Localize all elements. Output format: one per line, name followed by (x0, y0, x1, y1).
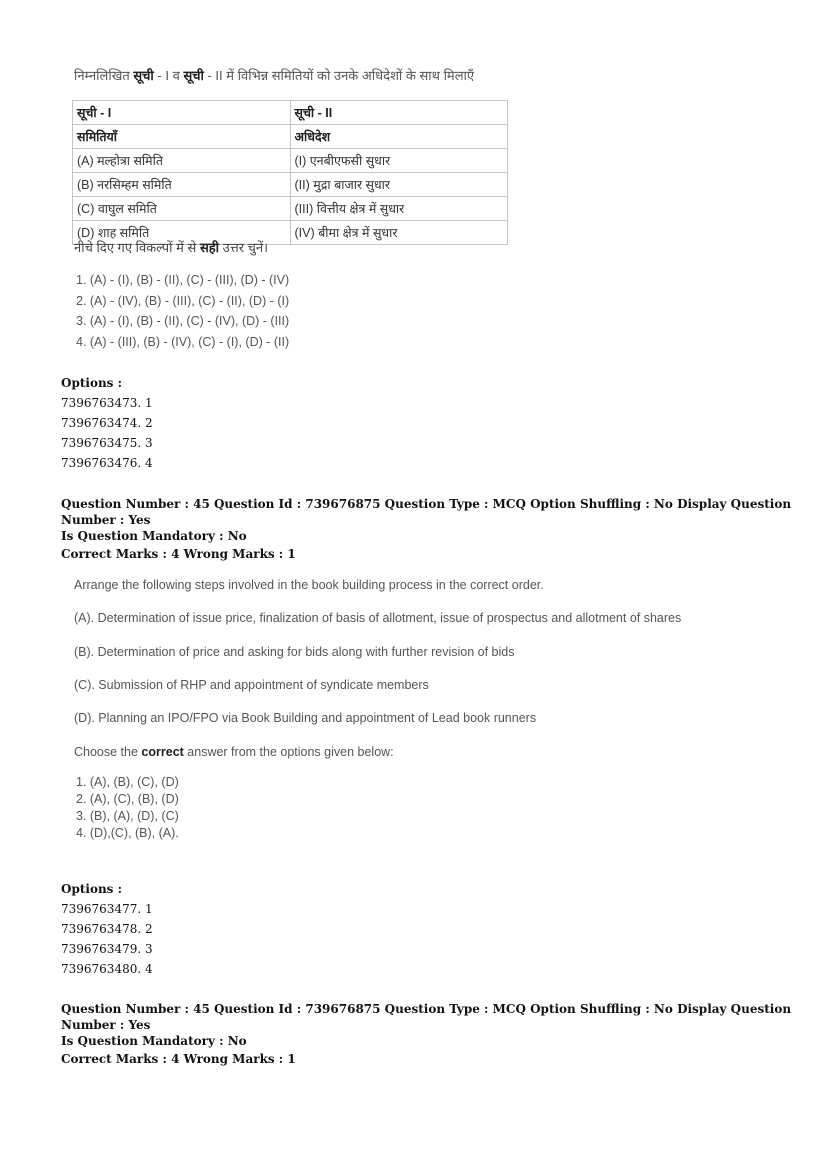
table-header-cell: सूची - I (73, 101, 291, 125)
question-mandatory-line: Is Question Mandatory : No (61, 529, 247, 543)
q44-choices (76, 270, 289, 352)
table-cell: (IV) बीमा क्षेत्र में सुधार (290, 221, 508, 245)
q44-intro-bold2: सूची (183, 68, 204, 83)
q45-choose-post: answer from the options given below: (183, 745, 394, 759)
q45-choose-prompt (74, 745, 394, 759)
q44-options (61, 373, 153, 473)
option-code: 7396763480. 4 (61, 962, 153, 976)
q44-intro-post: - II में विभिन्न समितियों को उनके अधिदेशों के साथ मिलाएँ (203, 68, 475, 83)
table-cell: (B) नरसिम्हम समिति (73, 173, 291, 197)
list-item: 1. (A) - (I), (B) - (II), (C) - (III), (D) - (IV) (76, 273, 290, 287)
table-cell: (D) शाह समिति (73, 221, 291, 245)
q45-step-a: (A). Determination of issue price, finalization of basis of allotment, issue of prospectus and allotment of shares (74, 611, 682, 625)
q44-intro-mid: - I व (153, 68, 184, 83)
table-cell: (C) वाघुल समिति (73, 197, 291, 221)
options-label: Options : (61, 882, 123, 896)
q45-choose-bold: correct (141, 745, 184, 759)
table-row (73, 173, 508, 197)
option-code: 7396763477. 1 (61, 902, 153, 916)
question-mandatory-line: Is Question Mandatory : No (61, 1034, 247, 1048)
list-item: 3. (B), (A), (D), (C) (76, 809, 179, 823)
table-header-cell: समितियाँ (73, 125, 291, 149)
q45-options (61, 879, 153, 979)
option-code: 7396763478. 2 (61, 922, 153, 936)
question-meta-line: Question Number : 45 Question Id : 739676875 Question Type : MCQ Option Shuffling : No Display Question Number : Yes (61, 497, 792, 527)
list-item: 2. (A), (C), (B), (D) (76, 792, 179, 806)
question-marks-line: Correct Marks : 4 Wrong Marks : 1 (61, 547, 296, 561)
option-code: 7396763473. 1 (61, 396, 153, 410)
q44-intro-pre: निम्नलिखित (74, 68, 134, 83)
table-cell: (A) मल्होत्रा समिति (73, 149, 291, 173)
list-item: 2. (A) - (IV), (B) - (III), (C) - (II), (D) - (I) (76, 293, 290, 308)
q45-step-c: (C). Submission of RHP and appointment of syndicate members (74, 678, 429, 692)
option-code: 7396763479. 3 (61, 942, 153, 956)
table-row (73, 149, 508, 173)
q44-choose-prompt (74, 238, 268, 256)
q45-meta (61, 496, 826, 562)
q44-intro-bold1: सूची (133, 68, 154, 83)
option-code: 7396763476. 4 (61, 456, 153, 470)
q45-choices (76, 774, 179, 842)
options-label: Options : (61, 376, 123, 390)
q44-choose-bold: सही (199, 240, 220, 255)
table-header-cell: सूची - II (290, 101, 508, 125)
table-cell: (I) एनबीएफसी सुधार (290, 149, 508, 173)
table-header-row (73, 101, 508, 125)
question-meta-line: Question Number : 45 Question Id : 739676875 Question Type : MCQ Option Shuffling : No Display Question Number : Yes (61, 1002, 792, 1032)
q46-meta (61, 1001, 826, 1067)
table-cell: (II) मुद्रा बाजार सुधार (290, 173, 508, 197)
q44-match-table (72, 100, 508, 245)
q44-choose-pre: नीचे दिए गए विकल्पों में से (74, 240, 200, 255)
option-code: 7396763474. 2 (61, 416, 153, 430)
list-item: 1. (A), (B), (C), (D) (76, 775, 179, 789)
table-header-row (73, 125, 508, 149)
q44-choose-post: उत्तर चुनें। (219, 240, 269, 255)
q45-prompt: Arrange the following steps involved in the book building process in the correct order. (74, 578, 544, 592)
q45-choose-pre: Choose the (74, 745, 142, 759)
question-marks-line: Correct Marks : 4 Wrong Marks : 1 (61, 1052, 296, 1066)
table-row (73, 197, 508, 221)
q44-intro (74, 66, 474, 84)
list-item: 4. (A) - (III), (B) - (IV), (C) - (I), (D) - (II) (76, 334, 290, 349)
table-header-cell: अधिदेश (290, 125, 508, 149)
list-item: 4. (D),(C), (B), (A). (76, 826, 179, 840)
list-item: 3. (A) - (I), (B) - (II), (C) - (IV), (D) - (III) (76, 314, 290, 328)
option-code: 7396763475. 3 (61, 436, 153, 450)
q45-step-b: (B). Determination of price and asking for bids along with further revision of bids (74, 645, 515, 659)
q45-step-d: (D). Planning an IPO/FPO via Book Building and appointment of Lead book runners (74, 711, 537, 725)
table-cell: (III) वित्तीय क्षेत्र में सुधार (290, 197, 508, 221)
